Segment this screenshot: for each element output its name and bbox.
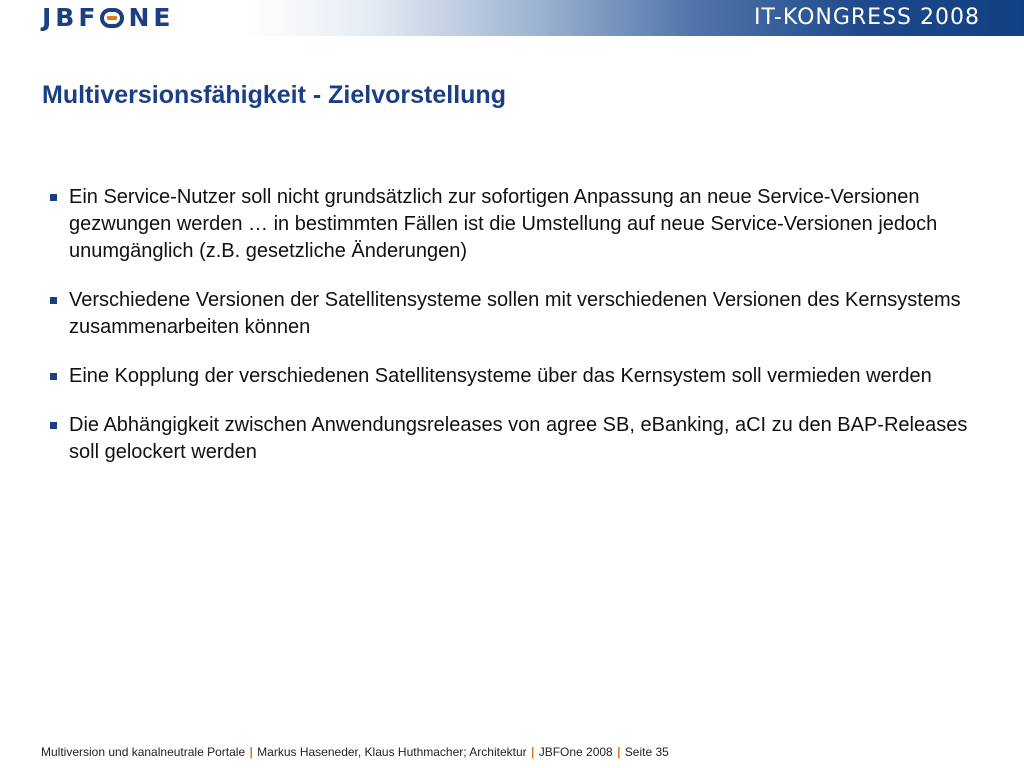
footer-separator: | (617, 745, 621, 759)
square-bullet-icon (50, 373, 57, 380)
square-bullet-icon (50, 194, 57, 201)
footer-topic: Multiversion und kanalneutrale Portale (41, 745, 246, 759)
bullet-item (50, 287, 980, 341)
footer-page-number: Seite 35 (624, 745, 669, 759)
footer-separator: | (530, 745, 535, 759)
logo-wordmark (42, 5, 174, 31)
bullet-text: Eine Kopplung der verschiedenen Satellitensysteme über das Kernsystem soll vermieden werden (69, 365, 932, 387)
bullet-list (50, 184, 980, 488)
logo-text-left: JBF (42, 3, 100, 32)
footer-separator: | (249, 745, 253, 759)
bullet-text: Ein Service-Nutzer soll nicht grundsätzlich zur sofortigen Anpassung an neue Service-Versionen gezwungen werden … in bestimmten Fällen ist die Umstellung auf neue Service-Versionen jedoch unumgänglich (z.B. gesetzliche Änderungen) (69, 186, 938, 262)
event-title: IT-KONGRESS 2008 (754, 5, 980, 30)
bullet-text: Die Abhängigkeit zwischen Anwendungsreleases von agree SB, eBanking, aCI zu den BAP-Releases soll gelockert werden (69, 414, 968, 463)
bullet-item (50, 363, 980, 390)
footer-event: JBFOne 2008 (538, 745, 613, 759)
slide-title: Multiversionsfähigkeit - Zielvorstellung (42, 81, 506, 109)
jbfone-logo (42, 5, 212, 31)
square-bullet-icon (50, 422, 57, 429)
footer-authors: Markus Haseneder, Klaus Huthmacher; Architektur (257, 745, 527, 759)
bullet-item (50, 184, 980, 265)
logo-text-right: NE (128, 3, 175, 32)
logo-o-icon (100, 8, 124, 28)
bullet-item (50, 412, 980, 466)
bullet-text: Verschiedene Versionen der Satellitensysteme sollen mit verschiedenen Versionen des Kernsystems zusammenarbeiten können (69, 289, 961, 338)
footer (41, 744, 669, 760)
square-bullet-icon (50, 297, 57, 304)
